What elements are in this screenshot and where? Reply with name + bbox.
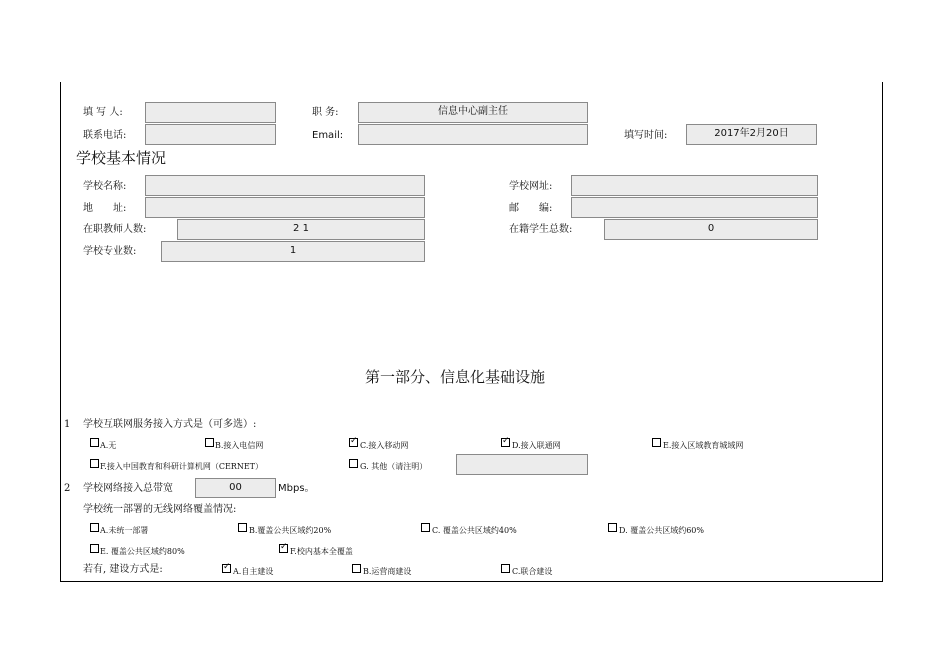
part1-title: 第一部分、信息化基础设施	[365, 368, 546, 386]
website-field[interactable]	[571, 175, 818, 196]
wifi-checkbox-e[interactable]	[90, 544, 99, 553]
q1-option-c-label: C.接入移动网	[360, 441, 409, 450]
wifi-checkbox-a[interactable]	[90, 523, 99, 532]
phone-field[interactable]	[145, 124, 276, 145]
build-option-b-label: B.运营商建设	[363, 567, 412, 576]
wifi-option-b-label: B.覆盖公共区域约20%	[249, 526, 332, 535]
q1-other-field[interactable]	[456, 454, 588, 475]
majors-field[interactable]: 1	[161, 241, 425, 262]
q1-text: 学校互联网服务接入方式是（可多选）:	[83, 419, 257, 430]
q1-checkbox-g[interactable]	[349, 459, 358, 468]
wifi-checkbox-b[interactable]	[238, 523, 247, 532]
q1-checkbox-a[interactable]	[90, 438, 99, 447]
q1-option-e-label: E.接入区域教育城域网	[663, 441, 744, 450]
email-label: Email:	[312, 130, 344, 141]
phone-label: 联系电话:	[83, 130, 127, 141]
school-name-label: 学校名称:	[83, 181, 127, 192]
students-field[interactable]: 0	[604, 219, 818, 240]
filler-label: 填 写 人:	[83, 107, 123, 118]
filler-field[interactable]	[145, 102, 276, 123]
build-checkbox-b[interactable]	[352, 564, 361, 573]
email-field[interactable]	[358, 124, 588, 145]
address-label: 地 址:	[83, 203, 127, 214]
q1-checkbox-e[interactable]	[652, 438, 661, 447]
teachers-field[interactable]: 2 1	[177, 219, 425, 240]
q1-checkbox-b[interactable]	[205, 438, 214, 447]
q1-checkbox-f[interactable]	[90, 459, 99, 468]
build-text: 若有, 建设方式是:	[83, 564, 163, 575]
wifi-option-d-label: D. 覆盖公共区域约60%	[619, 526, 704, 535]
teachers-label: 在职教师人数:	[83, 224, 147, 235]
wifi-option-f-label: F.校内基本全覆盖	[290, 547, 353, 556]
wifi-text: 学校统一部署的无线网络覆盖情况:	[83, 504, 237, 515]
majors-label: 学校专业数:	[83, 246, 137, 257]
build-option-a-label: A.自主建设	[233, 567, 274, 576]
q1-number: 1	[64, 419, 71, 430]
wifi-option-e-label: E. 覆盖公共区域约80%	[100, 547, 185, 556]
q1-option-d-label: D.接入联通网	[512, 441, 561, 450]
q1-checkbox-d[interactable]	[501, 438, 510, 447]
q1-option-g-label: G. 其他（请注明）	[360, 462, 428, 471]
wifi-option-a-label: A.未统一部署	[100, 526, 149, 535]
wifi-checkbox-d[interactable]	[608, 523, 617, 532]
date-label: 填写时间:	[624, 130, 668, 141]
school-heading: 学校基本情况	[76, 149, 167, 167]
postcode-field[interactable]	[571, 197, 818, 218]
bandwidth-field[interactable]: 00	[195, 478, 276, 498]
position-field[interactable]: 信息中心副主任	[358, 102, 588, 123]
postcode-label: 邮 编:	[509, 203, 553, 214]
wifi-checkbox-c[interactable]	[421, 523, 430, 532]
date-field[interactable]: 2017年2月20日	[686, 124, 817, 145]
wifi-checkbox-f[interactable]	[279, 544, 288, 553]
q2-text: 学校网络接入总带宽	[83, 483, 173, 494]
q1-checkbox-c[interactable]	[349, 438, 358, 447]
build-option-c-label: C.联合建设	[512, 567, 553, 576]
build-checkbox-c[interactable]	[501, 564, 510, 573]
build-checkbox-a[interactable]	[222, 564, 231, 573]
q2-number: 2	[64, 483, 71, 494]
students-label: 在籍学生总数:	[509, 224, 573, 235]
q1-option-b-label: B.接入电信网	[215, 441, 264, 450]
position-label: 职 务:	[312, 107, 339, 118]
bandwidth-unit: Mbps。	[278, 483, 315, 494]
q1-option-f-label: F.接入中国教育和科研计算机网（CERNET）	[100, 462, 264, 471]
website-label: 学校网址:	[509, 181, 553, 192]
q1-option-a-label: A.无	[100, 441, 117, 450]
wifi-option-c-label: C. 覆盖公共区域约40%	[432, 526, 517, 535]
school-name-field[interactable]	[145, 175, 425, 196]
address-field[interactable]	[145, 197, 425, 218]
